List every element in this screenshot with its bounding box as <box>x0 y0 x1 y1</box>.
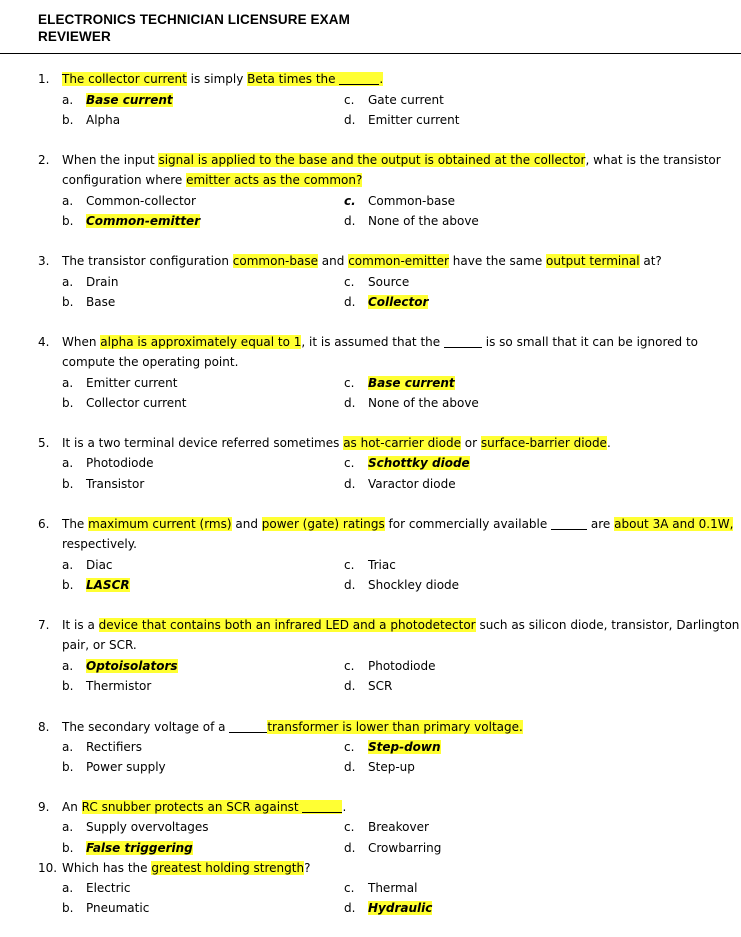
option-text: None of the above <box>368 396 479 410</box>
option-text: Base <box>86 295 116 309</box>
question-text: is so small that it can be ignored to <box>481 335 699 349</box>
highlighted-text: maximum current (rms) <box>88 517 232 531</box>
option-letter: a. <box>62 456 74 470</box>
question-text: ? <box>304 861 311 875</box>
option-c <box>344 656 436 676</box>
question-text: Beta times the <box>247 72 340 86</box>
answer-blank <box>551 517 587 530</box>
option-letter: c. <box>344 881 355 895</box>
option-letter: c. <box>344 376 355 390</box>
option-letter: d. <box>344 841 356 855</box>
option-text: Transistor <box>86 477 145 491</box>
option-c <box>344 878 417 898</box>
option-letter: c. <box>344 659 355 673</box>
highlighted-text: common-emitter <box>348 254 449 268</box>
question-text: . <box>606 436 611 450</box>
header-divider <box>0 53 741 54</box>
option-letter: c. <box>344 194 356 208</box>
option-text: Gate current <box>368 93 444 107</box>
option-d <box>344 211 479 231</box>
option-b <box>62 757 166 777</box>
option-text: Crowbarring <box>368 841 442 855</box>
answer-blank <box>339 72 379 85</box>
highlighted-text: device that contains both an infrared LED and a photodetector <box>98 618 476 632</box>
highlighted-text: common-base <box>232 254 318 268</box>
question-text: When the input <box>62 153 159 167</box>
question-7 <box>38 615 739 655</box>
question-text: or <box>460 436 481 450</box>
option-text: Drain <box>86 275 119 289</box>
option-text: Photodiode <box>86 456 154 470</box>
highlighted-text: about 3A and 0.1W, <box>614 517 734 531</box>
option-a <box>62 878 130 898</box>
question-text: The secondary voltage of a <box>62 720 230 734</box>
correct-answer: Collector <box>368 295 429 309</box>
question-text: and <box>317 254 349 268</box>
question-6 <box>38 514 733 554</box>
question-number: 5. <box>38 436 50 450</box>
option-letter: b. <box>62 841 74 855</box>
option-b <box>62 676 151 696</box>
option-text: Collector current <box>86 396 187 410</box>
option-letter: c. <box>344 93 355 107</box>
correct-answer: LASCR <box>86 578 130 592</box>
question-text: The transistor configuration <box>62 254 233 268</box>
option-a <box>62 191 196 211</box>
option-letter: b. <box>62 901 74 915</box>
option-letter: d. <box>344 214 356 228</box>
question-text: respectively. <box>62 537 137 551</box>
option-d <box>344 757 415 777</box>
option-letter: d. <box>344 477 356 491</box>
option-b <box>62 575 130 595</box>
highlighted-text: signal is applied to the base and the output is obtained at the collector <box>158 153 586 167</box>
option-c <box>344 191 455 211</box>
option-letter: d. <box>344 679 356 693</box>
option-letter: a. <box>62 659 74 673</box>
option-letter: a. <box>62 881 74 895</box>
question-number: 2. <box>38 153 50 167</box>
option-c <box>344 90 444 110</box>
option-text: Electric <box>86 881 131 895</box>
option-text: Common-base <box>368 194 455 208</box>
question-number: 10. <box>38 861 58 875</box>
option-d <box>344 393 479 413</box>
question-number: 6. <box>38 517 50 531</box>
option-text: Step-up <box>368 760 415 774</box>
question-text: such as silicon diode, transistor, Darlington <box>475 618 740 632</box>
option-b <box>62 393 186 413</box>
option-letter: c. <box>344 820 355 834</box>
question-text: . <box>342 800 347 814</box>
question-text: is simply <box>186 72 248 86</box>
question-text: . <box>379 72 384 86</box>
option-b <box>62 474 144 494</box>
option-c <box>344 453 470 473</box>
option-letter: d. <box>344 113 356 127</box>
option-letter: b. <box>62 396 74 410</box>
option-letter: a. <box>62 93 74 107</box>
option-letter: a. <box>62 820 74 834</box>
correct-answer: Step-down <box>368 740 441 754</box>
correct-answer: Hydraulic <box>368 901 433 915</box>
option-letter: a. <box>62 194 74 208</box>
highlighted-text: surface-barrier diode <box>480 436 607 450</box>
highlighted-text <box>247 72 383 86</box>
option-letter: b. <box>62 295 74 309</box>
option-c <box>344 373 455 393</box>
option-c <box>344 737 441 757</box>
question-text: for commercially available <box>384 517 552 531</box>
option-c <box>344 817 429 837</box>
option-text: Triac <box>368 558 396 572</box>
question-number: 8. <box>38 720 50 734</box>
question-4 <box>38 332 698 372</box>
option-letter: d. <box>344 578 356 592</box>
question-text: The <box>62 517 89 531</box>
option-a <box>62 272 118 292</box>
title-line-2: REVIEWER <box>38 29 111 44</box>
option-letter: a. <box>62 740 74 754</box>
question-2 <box>38 150 721 190</box>
question-text: compute the operating point. <box>62 355 239 369</box>
question-number: 1. <box>38 72 50 86</box>
option-text: Source <box>368 275 410 289</box>
option-d <box>344 292 428 312</box>
option-text: Common-collector <box>86 194 196 208</box>
correct-answer: Base current <box>368 376 455 390</box>
highlighted-text: transformer is lower than primary voltage. <box>267 720 523 734</box>
question-text: It is a <box>62 618 99 632</box>
option-letter: d. <box>344 295 356 309</box>
highlighted-text: power (gate) ratings <box>261 517 385 531</box>
option-text: Shockley diode <box>368 578 460 592</box>
option-a <box>62 737 142 757</box>
question-text: RC snubber protects an SCR against <box>81 800 303 814</box>
option-b <box>62 110 120 130</box>
correct-answer: Base current <box>86 93 173 107</box>
highlighted-text: emitter acts as the common? <box>186 173 363 187</box>
option-text: Power supply <box>86 760 166 774</box>
option-letter: b. <box>62 760 74 774</box>
question-text: pair, or SCR. <box>62 638 137 652</box>
option-letter: b. <box>62 679 74 693</box>
option-letter: c. <box>344 740 355 754</box>
option-a <box>62 373 177 393</box>
option-letter: a. <box>62 275 74 289</box>
option-d <box>344 575 459 595</box>
question-number: 3. <box>38 254 50 268</box>
option-text: Supply overvoltages <box>86 820 209 834</box>
question-number: 4. <box>38 335 50 349</box>
option-text: Emitter current <box>86 376 178 390</box>
answer-blank <box>444 335 482 348</box>
correct-answer: False triggering <box>86 841 193 855</box>
correct-answer: Schottky diode <box>368 456 470 470</box>
question-number: 9. <box>38 800 50 814</box>
option-text: Pneumatic <box>86 901 150 915</box>
correct-answer: Common-emitter <box>86 214 201 228</box>
option-letter: a. <box>62 558 74 572</box>
question-text: have the same <box>448 254 547 268</box>
option-letter: b. <box>62 477 74 491</box>
option-c <box>344 555 396 575</box>
answer-blank <box>302 800 342 813</box>
option-text: Varactor diode <box>368 477 456 491</box>
question-text: When <box>62 335 101 349</box>
option-letter: a. <box>62 376 74 390</box>
question-text: It is a two terminal device referred sometimes <box>62 436 344 450</box>
option-a <box>62 656 178 676</box>
option-text: Photodiode <box>368 659 436 673</box>
option-letter: d. <box>344 396 356 410</box>
title-line-1: ELECTRONICS TECHNICIAN LICENSURE EXAM <box>38 12 350 27</box>
question-9 <box>38 797 346 817</box>
option-a <box>62 555 113 575</box>
question-10 <box>38 858 310 878</box>
question-3 <box>38 251 662 271</box>
option-letter: b. <box>62 113 74 127</box>
question-text: Which has the <box>62 861 152 875</box>
option-text: Rectifiers <box>86 740 142 754</box>
option-text: Breakover <box>368 820 429 834</box>
highlighted-text: as hot-carrier diode <box>343 436 461 450</box>
question-text: , it is assumed that the <box>301 335 444 349</box>
question-text: and <box>231 517 262 531</box>
question-text: configuration where <box>62 173 187 187</box>
option-a <box>62 453 154 473</box>
highlighted-text: greatest holding strength <box>151 861 305 875</box>
correct-answer: Optoisolators <box>86 659 178 673</box>
option-text: Emitter current <box>368 113 460 127</box>
option-b <box>62 898 149 918</box>
highlighted-text: alpha is approximately equal to 1 <box>100 335 302 349</box>
option-letter: b. <box>62 578 74 592</box>
option-text: None of the above <box>368 214 479 228</box>
answer-blank <box>229 720 267 733</box>
option-d <box>344 898 432 918</box>
highlighted-text: The collector current <box>62 72 187 86</box>
question-5 <box>38 433 611 453</box>
question-text: are <box>587 517 615 531</box>
option-c <box>344 272 409 292</box>
option-letter: c. <box>344 456 355 470</box>
highlighted-text <box>82 800 343 814</box>
question-text: at? <box>639 254 662 268</box>
option-text: Alpha <box>86 113 121 127</box>
option-d <box>344 110 459 130</box>
question-number: 7. <box>38 618 50 632</box>
option-letter: d. <box>344 901 356 915</box>
option-b <box>62 211 200 231</box>
option-d <box>344 838 441 858</box>
option-text: Diac <box>86 558 113 572</box>
option-text: Thermal <box>368 881 418 895</box>
page-title <box>38 11 350 45</box>
question-8 <box>38 717 523 737</box>
option-b <box>62 838 193 858</box>
option-letter: c. <box>344 558 355 572</box>
option-d <box>344 474 456 494</box>
option-b <box>62 292 115 312</box>
option-a <box>62 817 209 837</box>
highlighted-text: output terminal <box>546 254 640 268</box>
option-text: Thermistor <box>86 679 152 693</box>
option-text: SCR <box>368 679 393 693</box>
option-letter: d. <box>344 760 356 774</box>
question-text: An <box>62 800 82 814</box>
question-text: , what is the transistor <box>585 153 721 167</box>
option-a <box>62 90 173 110</box>
option-d <box>344 676 392 696</box>
question-1 <box>38 69 383 89</box>
option-letter: b. <box>62 214 74 228</box>
option-letter: c. <box>344 275 355 289</box>
